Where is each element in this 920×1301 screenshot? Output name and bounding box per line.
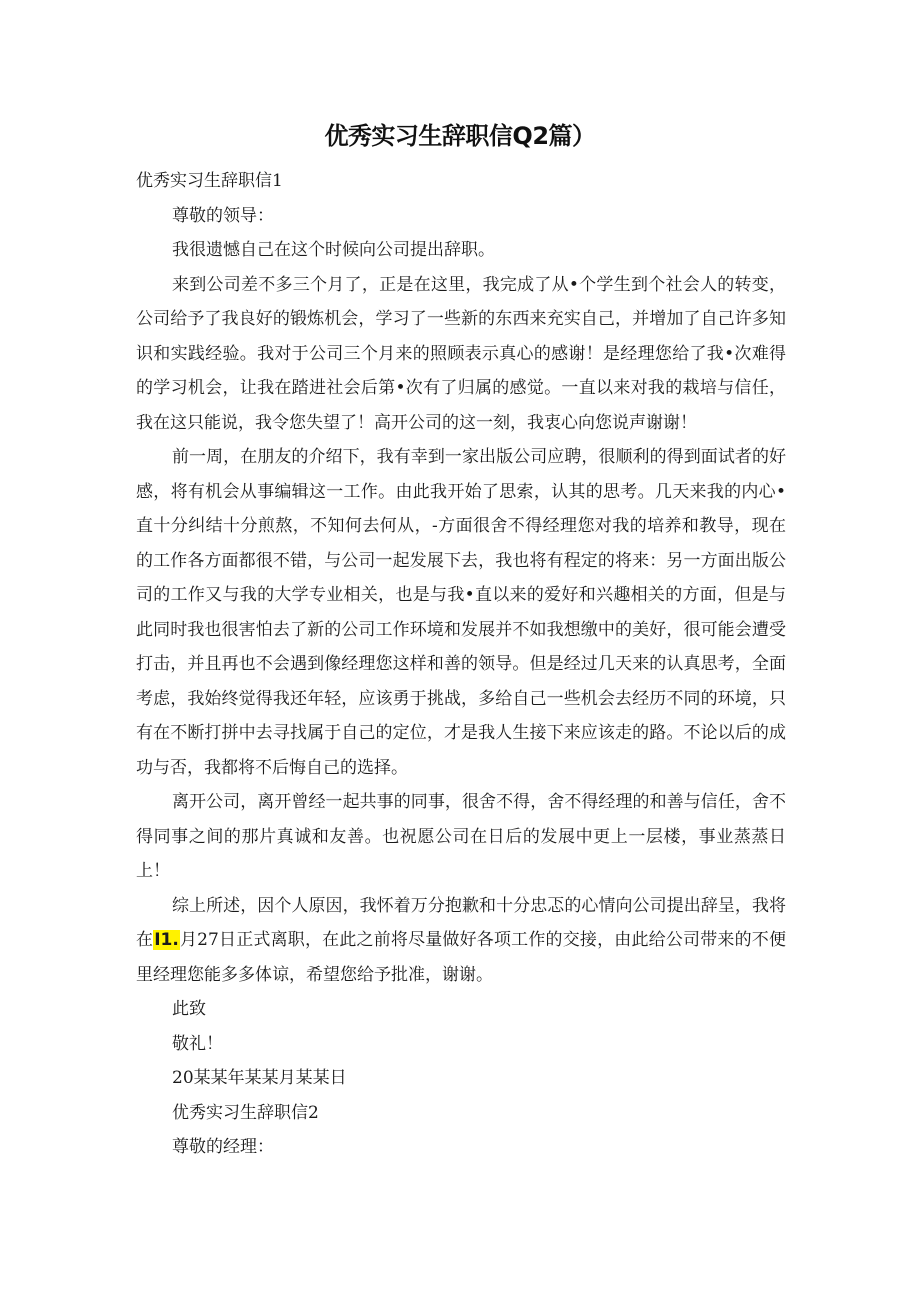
section-1-heading: 优秀实习生辞职信1 [136,171,283,191]
document-body [136,164,786,1165]
paragraph-5 [136,889,786,993]
salutation-2: 尊敬的经理： [172,1137,274,1157]
paragraph-1: 我很遗憾自己在这个时候向公司提出辞职。 [172,240,495,260]
salutation-1: 尊敬的领导： [172,205,274,226]
paragraph-5-start: 综上所述，因个人原因，我怀着万分抱歉和十分忠忑的心情向公司提出辞呈，我将在 [136,895,786,950]
date-line: 20某某年某某月某某日 [172,1068,347,1088]
closing-line-2: 敬礼！ [172,1033,223,1054]
highlighted-date-fragment: I1. [154,930,179,950]
paragraph-2: 来到公司差不多三个月了，正是在这里，我完成了从•个学生到个社会人的转变，公司给予了我良好的锻炼机会，学习了一些新的东西来充实自己，并增加了自己许多知识和实践经验。我对于公司三个月来的照顾表示真心的感谢！是经理您给了我•次难得的学习机会，让我在踏进社会后第•次有了归属的感觉。一直以来对我的栽培与信任，我在这只能说，我令您失望了！高开公司的这一刻，我衷心向您说声谢谢！ [136,274,786,433]
closing-line-1: 此致 [172,999,206,1019]
section-2-heading: 优秀实习生辞职信2 [172,1102,319,1123]
paragraph-3: 前一周，在朋友的介绍下，我有幸到一家出版公司应聘，很顺利的得到面试者的好感，将有机会从事编辑这一工作。由此我开始了思索，认其的思考。几天来我的内心•直十分纠结十分煎熬，不知何去何从，-方面很舍不得经理您对我的培养和教导，现在的工作各方面都很不错，与公司一起发展下去，我也将有程定的将来：另一方面出版公司的工作又与我的大学专业相关，也是与我•直以来的爱好和兴趣相关的方面，但是与此同时我也很害怕去了新的公司工作环境和发展并不如我想缴中的美好，很可能会遭受打击，并且再也不会遇到像经理您这样和善的领导。但是经过几天来的认真思考，全面考虑，我始终觉得我还年轻，应该勇于挑战，多给自己一些机会去经历不同的环境，只有在不断打拼中去寻找属于自己的定位，才是我人生接下来应该走的路。不论以后的成功与否，我都将不后悔自己的选择。 [136,447,786,778]
paragraph-4: 离开公司，离开曾经一起共事的同事，很舍不得，舍不得经理的和善与信任，舍不得同事之间的那片真诚和友善。也祝愿公司在日后的发展中更上一层楼，事业蒸蒸日上！ [136,792,786,881]
paragraph-5-end: 月27日正式离职，在此之前将尽量做好各项工作的交接，由此给公司带来的不便里经理您能多多体谅，希望您给予批准，谢谢。 [136,930,786,985]
document-title: 优秀实习生辞职信Q2篇） [324,122,596,150]
